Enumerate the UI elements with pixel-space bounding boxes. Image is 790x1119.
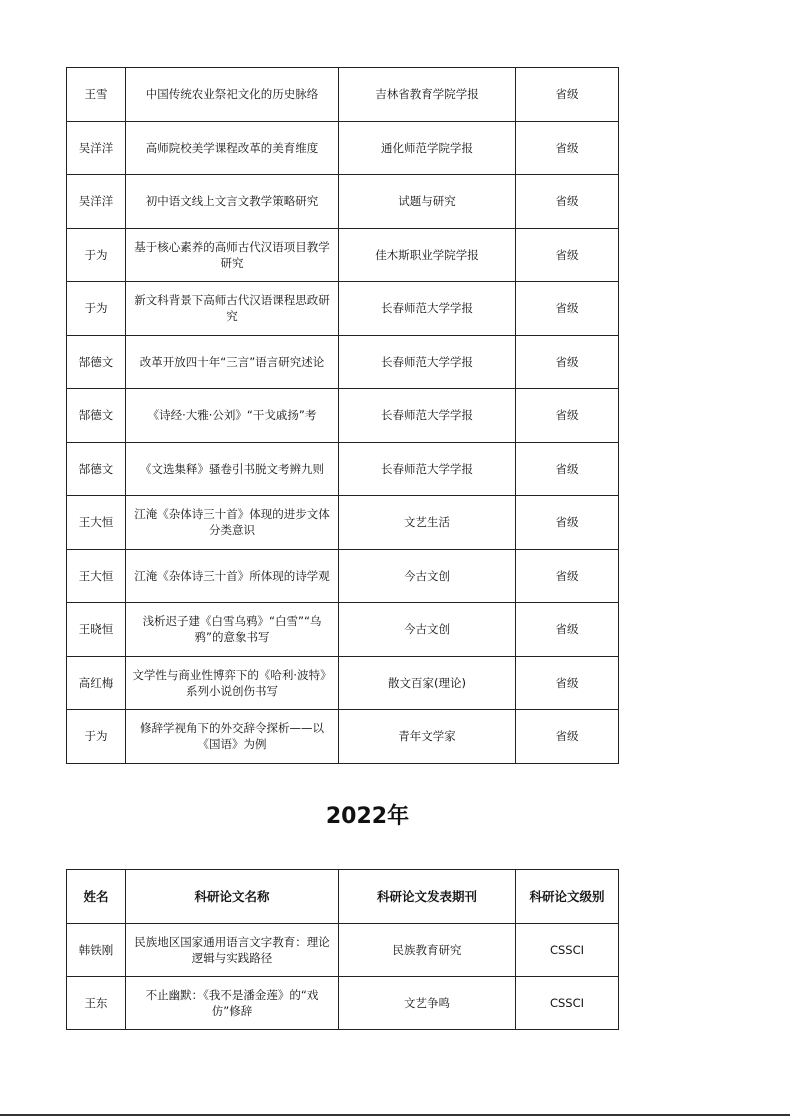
header-name: 姓名	[67, 870, 126, 924]
cell-level: CSSCI	[516, 924, 619, 977]
table-header-row	[67, 870, 619, 924]
table-row	[67, 442, 619, 496]
table-row	[67, 282, 619, 336]
cell-journal: 通化师范学院学报	[339, 121, 516, 175]
cell-level: 省级	[516, 549, 619, 603]
cell-title: 《文选集释》骚卷引书脱文考辨九则	[126, 442, 339, 496]
table-row	[67, 656, 619, 710]
cell-journal: 吉林省教育学院学报	[339, 68, 516, 122]
cell-level: 省级	[516, 389, 619, 443]
cell-title: 新文科背景下高师古代汉语课程思政研究	[126, 282, 339, 336]
cell-name: 王雪	[67, 68, 126, 122]
cell-level: 省级	[516, 121, 619, 175]
cell-title: 文学性与商业性博弈下的《哈利·波特》系列小说创伤书写	[126, 656, 339, 710]
cell-journal: 散文百家(理论)	[339, 656, 516, 710]
cell-title: 基于核心素养的高师古代汉语项目教学研究	[126, 228, 339, 282]
cell-name: 郜德文	[67, 389, 126, 443]
cell-journal: 试题与研究	[339, 175, 516, 229]
table-row	[67, 228, 619, 282]
table-row	[67, 68, 619, 122]
cell-name: 王东	[67, 977, 126, 1030]
cell-journal: 民族教育研究	[339, 924, 516, 977]
table-row	[67, 121, 619, 175]
papers-table-2021	[66, 67, 619, 764]
cell-level: 省级	[516, 656, 619, 710]
cell-title: 修辞学视角下的外交辞令探析——以《国语》为例	[126, 710, 339, 764]
cell-level: 省级	[516, 228, 619, 282]
cell-name: 于为	[67, 710, 126, 764]
cell-journal: 今古文创	[339, 603, 516, 657]
cell-title: 江淹《杂体诗三十首》所体现的诗学观	[126, 549, 339, 603]
cell-name: 王大恒	[67, 496, 126, 550]
cell-level: 省级	[516, 710, 619, 764]
cell-name: 郜德文	[67, 335, 126, 389]
table-row	[67, 603, 619, 657]
cell-title: 中国传统农业祭祀文化的历史脉络	[126, 68, 339, 122]
year-heading: 2022年	[325, 804, 410, 829]
papers-table-2022	[66, 869, 619, 1030]
cell-journal: 长春师范大学学报	[339, 442, 516, 496]
cell-journal: 青年文学家	[339, 710, 516, 764]
cell-level: 省级	[516, 603, 619, 657]
cell-journal: 文艺争鸣	[339, 977, 516, 1030]
cell-title: 《诗经·大雅·公刘》“干戈戚扬”考	[126, 389, 339, 443]
table-row	[67, 549, 619, 603]
table-row	[67, 710, 619, 764]
cell-level: 省级	[516, 496, 619, 550]
cell-name: 郜德文	[67, 442, 126, 496]
cell-title: 高师院校美学课程改革的美育维度	[126, 121, 339, 175]
cell-level: 省级	[516, 175, 619, 229]
cell-name: 于为	[67, 228, 126, 282]
cell-name: 王晓恒	[67, 603, 126, 657]
header-journal: 科研论文发表期刊	[339, 870, 516, 924]
cell-level: 省级	[516, 282, 619, 336]
cell-name: 于为	[67, 282, 126, 336]
cell-name: 韩铁刚	[67, 924, 126, 977]
cell-name: 王大恒	[67, 549, 126, 603]
cell-journal: 文艺生活	[339, 496, 516, 550]
table-row	[67, 175, 619, 229]
cell-level: 省级	[516, 68, 619, 122]
cell-journal: 今古文创	[339, 549, 516, 603]
cell-title: 改革开放四十年“三言”语言研究述论	[126, 335, 339, 389]
cell-title: 江淹《杂体诗三十首》体现的进步文体分类意识	[126, 496, 339, 550]
cell-title: 初中语文线上文言文教学策略研究	[126, 175, 339, 229]
cell-level: CSSCI	[516, 977, 619, 1030]
cell-title: 不止幽默：《我不是潘金莲》的“戏仿”修辞	[126, 977, 339, 1030]
table-row	[67, 977, 619, 1030]
table-row	[67, 924, 619, 977]
cell-name: 吴洋洋	[67, 121, 126, 175]
header-title: 科研论文名称	[126, 870, 339, 924]
cell-journal: 长春师范大学学报	[339, 335, 516, 389]
papers-table-2022-body	[67, 924, 619, 1030]
cell-journal: 长春师范大学学报	[339, 389, 516, 443]
table-row	[67, 496, 619, 550]
cell-title: 民族地区国家通用语言文字教育：理论逻辑与实践路径	[126, 924, 339, 977]
cell-level: 省级	[516, 442, 619, 496]
table-row	[67, 335, 619, 389]
page-bottom-rule	[0, 1114, 790, 1116]
cell-name: 吴洋洋	[67, 175, 126, 229]
cell-name: 高红梅	[67, 656, 126, 710]
cell-journal: 佳木斯职业学院学报	[339, 228, 516, 282]
header-level: 科研论文级别	[516, 870, 619, 924]
cell-level: 省级	[516, 335, 619, 389]
table-row	[67, 389, 619, 443]
cell-title: 浅析迟子建《白雪乌鸦》“白雪”“乌鸦”的意象书写	[126, 603, 339, 657]
papers-table-2021-body	[67, 68, 619, 764]
cell-journal: 长春师范大学学报	[339, 282, 516, 336]
